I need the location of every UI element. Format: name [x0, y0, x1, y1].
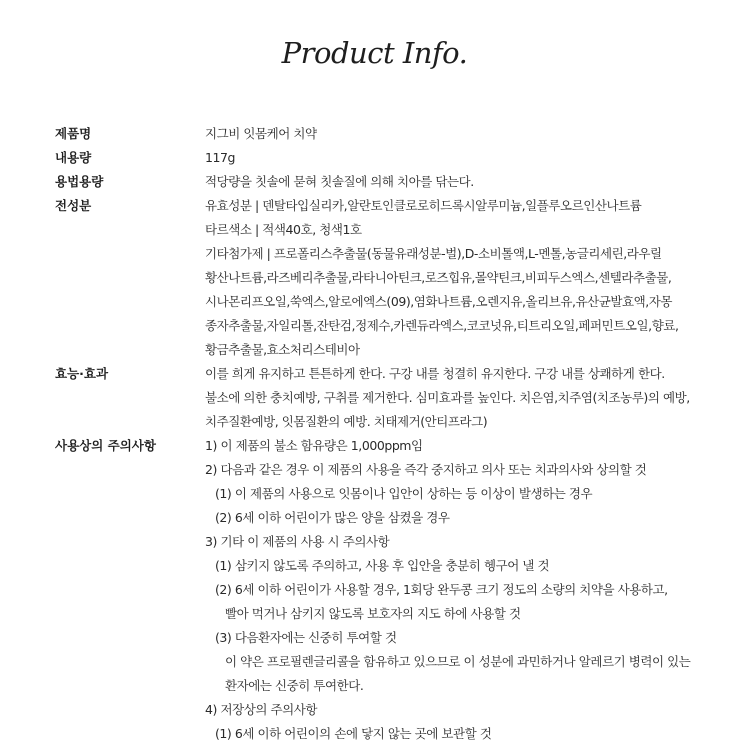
row-label: 용법용량 — [55, 174, 104, 189]
row-label: 내용량 — [55, 150, 92, 165]
value-line: 기타첨가제 | 프로폴리스추출물(동물유래성분-벌),D-소비톨액,L-멘톨,농글리세린,라우릴 — [205, 246, 662, 261]
value-line: 종자추출물,자일리톨,잔탄검,정제수,카렌듀라엑스,코코넛유,티트리오일,페퍼민트오일,향료, — [205, 318, 679, 333]
value-line: (1) 삼키지 않도록 주의하고, 사용 후 입안을 충분히 헹구어 낼 것 — [215, 558, 550, 573]
value-line: (2) 6세 이하 어린이가 사용할 경우, 1회당 완두콩 크기 정도의 소량의 치약을 사용하고, — [215, 582, 668, 597]
value-line: 유효성분 | 덴탈타입실리카,알란토인클로로히드록시알루미늄,일플루오르인산나트륨 — [205, 198, 642, 213]
value-line: 황산나트륨,라즈베리추출물,라타니아틴크,로즈힙유,몰약틴크,비피두스엑스,센텔라추출물, — [205, 270, 672, 285]
row-value — [205, 122, 735, 146]
value-line: 시나몬리프오일,쑥엑스,알로에엑스(09),염화나트륨,오렌지유,올리브유,유산균발효액,자몽 — [205, 294, 673, 309]
row-label: 전성분 — [55, 198, 92, 213]
row-value — [205, 146, 735, 170]
value-line: (1) 6세 이하 어린이의 손에 닿지 않는 곳에 보관할 것 — [215, 726, 492, 741]
value-line: (3) 다음환자에는 신중히 투여할 것 — [215, 630, 397, 645]
value-line: 불소에 의한 충치예방, 구취를 제거한다. 심미효과를 높인다. 치은염,치주염(치조농루)의 예방, — [205, 390, 690, 405]
row-label: 제품명 — [55, 126, 92, 141]
value-line: 3) 기타 이 제품의 사용 시 주의사항 — [205, 534, 390, 549]
value-line: 4) 저장상의 주의사항 — [205, 702, 317, 717]
value-line: 2) 다음과 같은 경우 이 제품의 사용을 즉각 중지하고 의사 또는 치과의사와 상의할 것 — [205, 462, 647, 477]
value-line: 환자에는 신중히 투여한다. — [225, 678, 364, 693]
value-line: 이 약은 프로필렌글리콜을 함유하고 있으므로 이 성분에 과민하거나 알레르기 병력이 있는 — [225, 654, 691, 669]
info-row-capacity — [0, 146, 749, 170]
info-row-product-name — [0, 122, 749, 146]
value-line: 지그비 잇몸케어 치약 — [205, 126, 317, 141]
value-line: (2) 6세 이하 어린이가 많은 양을 삼켰을 경우 — [215, 510, 450, 525]
value-line: (1) 이 제품의 사용으로 잇몸이나 입안이 상하는 등 이상이 발생하는 경우 — [215, 486, 593, 501]
value-line: 빨아 먹거나 삼키지 않도록 보호자의 지도 하에 사용할 것 — [225, 606, 521, 621]
page-title: Product Info. — [281, 36, 468, 70]
value-line: 적당량을 칫솔에 묻혀 칫솔질에 의해 치아를 닦는다. — [205, 174, 474, 189]
row-value — [205, 170, 735, 194]
info-row-usage — [0, 170, 749, 194]
row-value — [205, 362, 735, 434]
value-line: 황금추출물,효소처리스테비아 — [205, 342, 360, 357]
value-line: 1) 이 제품의 불소 함유량은 1,000ppm임 — [205, 438, 423, 453]
value-line: 타르색소 | 적색40호, 청색1호 — [205, 222, 362, 237]
row-label: 효능·효과 — [55, 366, 109, 381]
value-line: 이를 희게 유지하고 튼튼하게 한다. 구강 내를 청결히 유지한다. 구강 내를 상쾌하게 한다. — [205, 366, 665, 381]
row-value — [205, 194, 735, 362]
row-label: 사용상의 주의사항 — [55, 438, 156, 453]
value-line: 치주질환예방, 잇몸질환의 예방. 치태제거(안티프라그) — [205, 414, 488, 429]
info-row-ingredients — [0, 194, 749, 362]
row-value — [205, 434, 735, 746]
value-line: 117g — [205, 150, 235, 165]
info-table — [0, 122, 749, 746]
info-row-effects — [0, 362, 749, 434]
info-row-precautions — [0, 434, 749, 746]
